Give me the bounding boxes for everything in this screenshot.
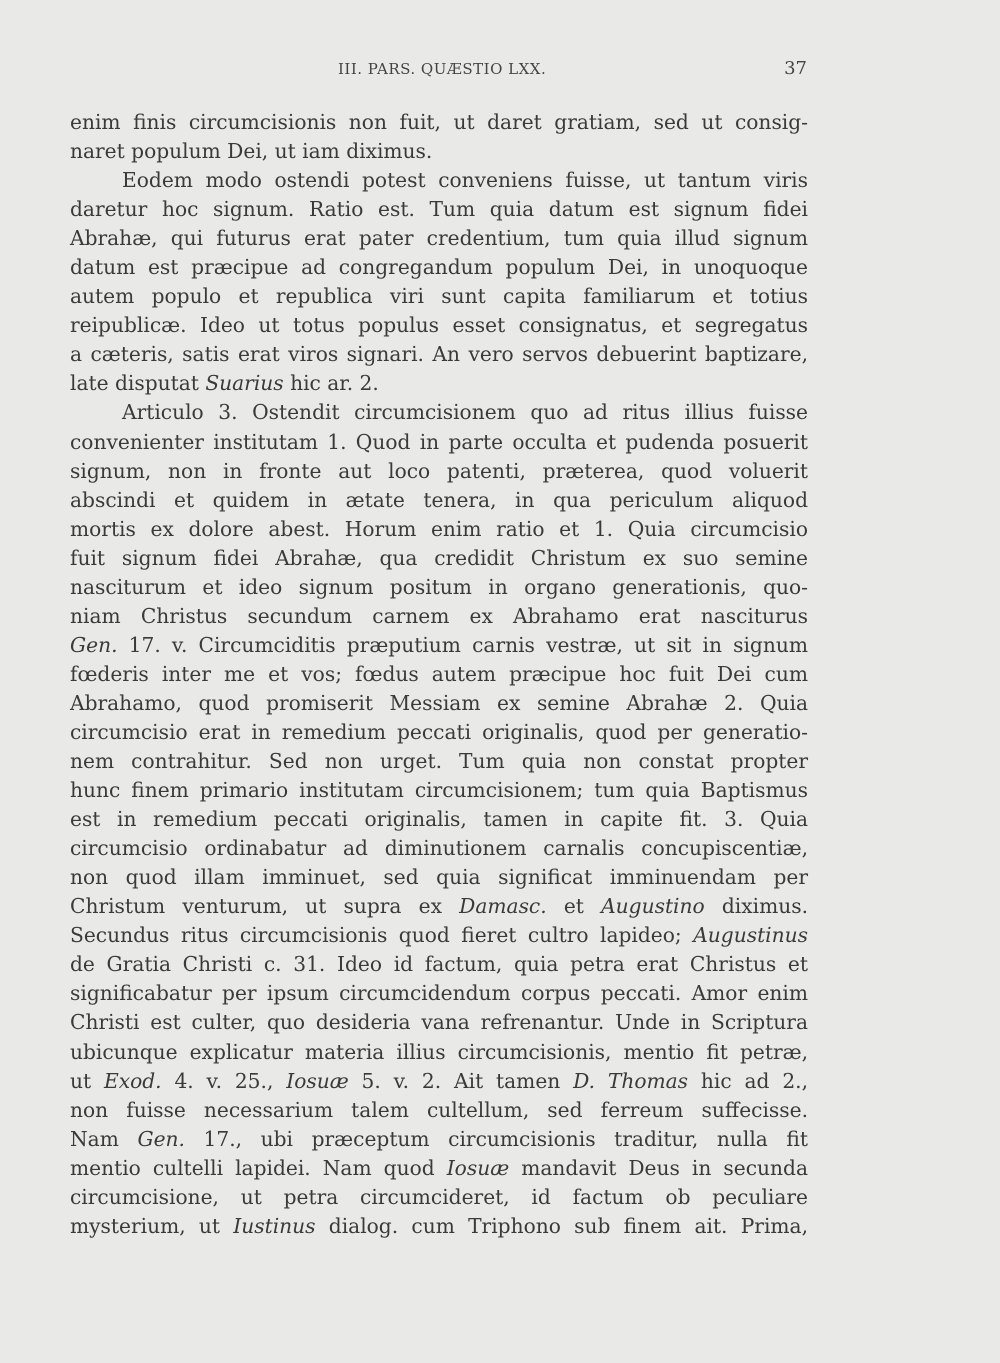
italic-text: D. Thomas xyxy=(573,1068,689,1093)
text-segment: 17., ubi præceptum circumcisionis traditur, nulla fit xyxy=(184,1126,808,1151)
text-segment: hic ad 2., xyxy=(688,1068,809,1093)
text-line xyxy=(70,1212,808,1241)
text-line: fuit signum fidei Abrahæ, qua credidit Christum ex suo semine xyxy=(70,545,808,570)
text-segment: 4. v. 25., xyxy=(161,1068,287,1093)
text-line: abscindi et quidem in ætate tenera, in qua periculum aliquod xyxy=(70,487,808,512)
text-segment: diximus. xyxy=(704,894,808,919)
italic-text: Damasc. xyxy=(459,894,547,919)
text-line: datum est præcipue ad congregandum populum Dei, in unoquoque xyxy=(70,255,808,280)
text-segment: Secundus ritus circumcisionis quod fieret cultro lapideo; xyxy=(70,923,694,948)
italic-text: Iustinus xyxy=(233,1213,316,1238)
italic-text: Suarius xyxy=(205,371,284,396)
text-line xyxy=(70,369,808,398)
text-line: significabatur per ipsum circumcidendum corpus peccati. Amor enim xyxy=(70,981,808,1006)
text-line xyxy=(70,1125,808,1154)
page-header xyxy=(0,60,1000,84)
text-line: fœderis inter me et vos; fœdus autem præcipue hoc fuit Dei cum xyxy=(70,661,808,686)
italic-text: Exod. xyxy=(103,1068,162,1093)
text-line: mortis ex dolore abest. Horum enim ratio et 1. Quia circumcisio xyxy=(70,516,808,541)
text-line xyxy=(70,1067,808,1096)
text-line: non quod illam imminuet, sed quia significat imminuendam per xyxy=(70,865,808,890)
italic-text: Augustino xyxy=(601,894,705,919)
text-line: circumcisione, ut petra circumcideret, id factum ob peculiare xyxy=(70,1184,808,1209)
text-line xyxy=(70,921,808,950)
text-line: autem populo et republica viri sunt capita familiarum et totius xyxy=(70,284,808,309)
text-line: naret populum Dei, ut iam diximus. xyxy=(70,139,433,164)
text-segment: mentio cultelli lapidei. Nam quod xyxy=(70,1155,447,1180)
italic-text: Gen. xyxy=(137,1126,185,1151)
text-line: Articulo 3. Ostendit circumcisionem quo ad ritus illius fuisse xyxy=(122,400,808,425)
italic-text: Iosuæ xyxy=(446,1155,510,1180)
text-line: daretur hoc signum. Ratio est. Tum quia datum est signum fidei xyxy=(70,197,808,222)
text-segment: 5. v. 2. Ait tamen xyxy=(348,1068,574,1093)
text-line: signum, non in fronte aut loco patenti, præterea, quod voluerit xyxy=(70,458,808,483)
text-line: ubicunque explicatur materia illius circumcisionis, mentio fit petræ, xyxy=(70,1039,808,1064)
text-segment: Christum venturum, ut supra ex xyxy=(70,894,460,919)
italic-text: Iosuæ xyxy=(286,1068,349,1093)
text-line xyxy=(70,892,808,921)
text-segment: mandavit Deus in secunda xyxy=(509,1155,808,1180)
text-line: nem contrahitur. Sed non urget. Tum quia non constat propter xyxy=(70,749,808,774)
text-line xyxy=(70,1154,808,1183)
text-line: non fuisse necessarium talem cultellum, sed ferreum suffecisse. xyxy=(70,1097,808,1122)
text-line: Christi est culter, quo desideria vana refrenantur. Unde in Scriptura xyxy=(70,1010,808,1035)
text-segment: ut xyxy=(70,1068,104,1093)
italic-text: Augustinus xyxy=(693,923,808,948)
text-line: circumcisio erat in remedium peccati originalis, quod per generatio- xyxy=(70,719,808,744)
text-segment: 17. v. Circumciditis præputium carnis vestræ, ut sit in signum xyxy=(117,632,808,657)
text-segment: dialog. cum Triphono sub finem ait. Prima, xyxy=(315,1213,809,1238)
text-line: convenienter institutam 1. Quod in parte occulta et pudenda posuerit xyxy=(70,429,808,454)
running-title: III. PARS. QUÆSTIO LXX. xyxy=(338,60,547,78)
body-text xyxy=(70,108,808,1241)
text-line: nasciturum et ideo signum positum in organo generationis, quo- xyxy=(70,574,808,599)
text-line: reipublicæ. Ideo ut totus populus esset consignatus, et segregatus xyxy=(70,313,808,338)
text-line: Abrahæ, qui futurus erat pater credentium, tum quia illud signum xyxy=(70,226,808,251)
text-segment: et xyxy=(546,894,602,919)
text-line: est in remedium peccati originalis, tamen in capite fit. 3. Quia xyxy=(70,807,808,832)
text-line: a cæteris, satis erat viros signari. An vero servos debuerint baptizare, xyxy=(70,342,808,367)
text-line: hunc finem primario institutam circumcisionem; tum quia Baptismus xyxy=(70,778,808,803)
text-segment: mysterium, ut xyxy=(70,1213,234,1238)
page-number: 37 xyxy=(784,58,807,79)
text-line: Eodem modo ostendi potest conveniens fuisse, ut tantum viris xyxy=(122,168,808,193)
text-segment: Nam xyxy=(70,1126,138,1151)
text-line: niam Christus secundum carnem ex Abrahamo erat nasciturus xyxy=(70,603,808,628)
text-line: Abrahamo, quod promiserit Messiam ex semine Abrahæ 2. Quia xyxy=(70,690,808,715)
text-line xyxy=(70,631,808,660)
italic-text: Gen. xyxy=(70,632,118,657)
text-segment: hic ar. 2. xyxy=(283,371,379,396)
text-line: enim finis circumcisionis non fuit, ut daret gratiam, sed ut consig- xyxy=(70,110,808,134)
text-line: de Gratia Christi c. 31. Ideo id factum, quia petra erat Christus et xyxy=(70,952,808,977)
text-line: circumcisio ordinabatur ad diminutionem carnalis concupiscentiæ, xyxy=(70,836,808,861)
text-segment: late disputat xyxy=(70,371,206,396)
